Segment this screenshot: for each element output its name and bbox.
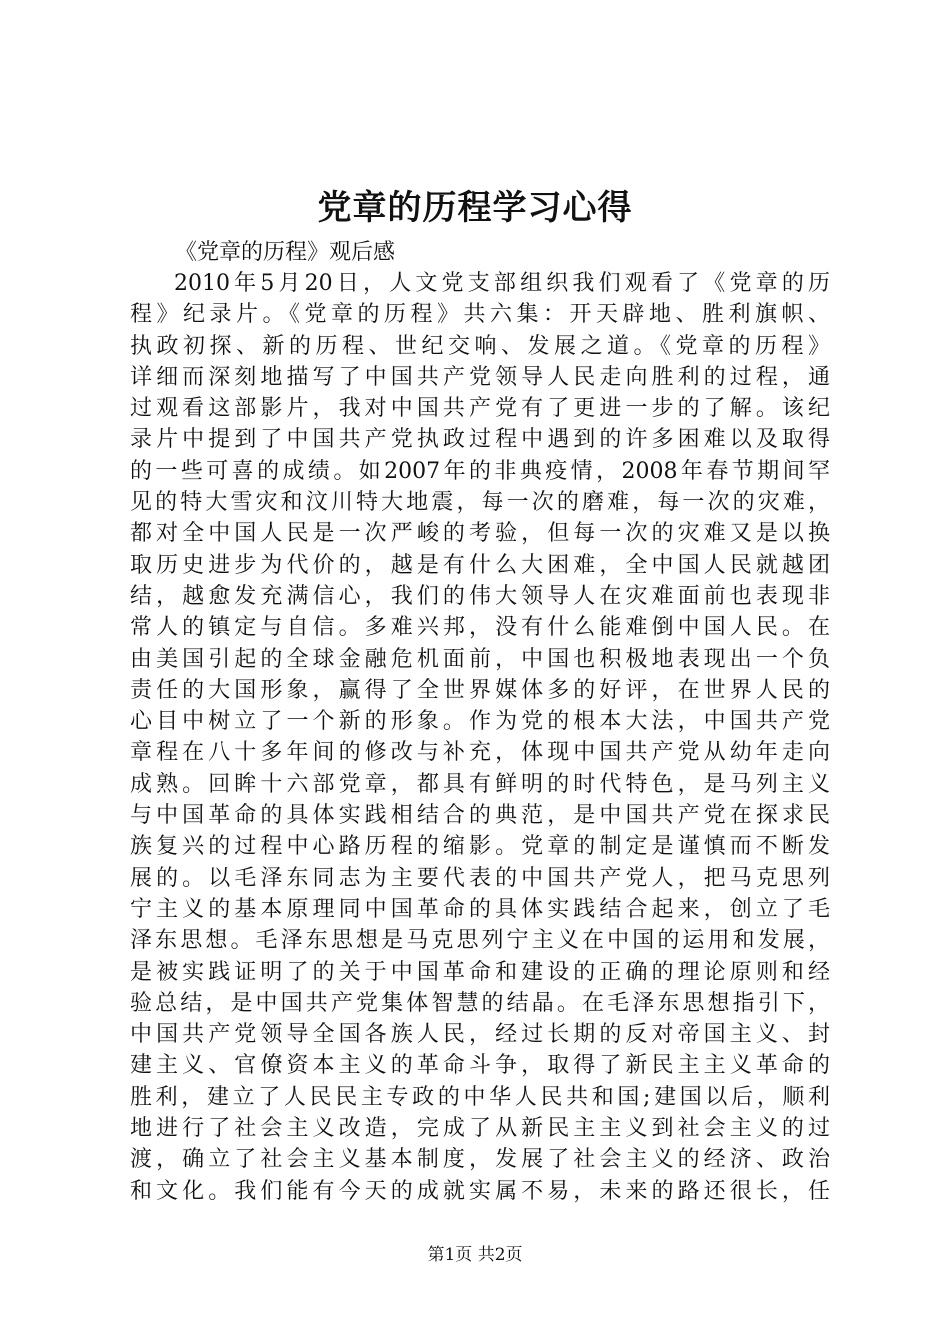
body-line: 章程在八十多年间的修改与补充，体现中国共产党从幼年走向 <box>130 740 830 766</box>
body-line: 泽东思想。毛泽东思想是马克思列宁主义在中国的运用和发展， <box>130 928 830 954</box>
body-line: 过观看这部影片，我对中国共产党有了更进一步的了解。该纪 <box>130 396 830 422</box>
body-line: 结，越愈发充满信心，我们的伟大领导人在灾难面前也表现非 <box>130 583 830 609</box>
page-footer: 第1页 共2页 <box>427 1245 523 1265</box>
body-line: 地进行了社会主义改造，完成了从新民主主义到社会主义的过 <box>130 1116 830 1142</box>
body-line: 验总结，是中国共产党集体智慧的结晶。在毛泽东思想指引下， <box>130 990 830 1016</box>
body-line: 详细而深刻地描写了中国共产党领导人民走向胜利的过程，通 <box>130 364 830 390</box>
body-line: 中国共产党领导全国各族人民，经过长期的反对帝国主义、封 <box>130 1022 830 1048</box>
body-line: 成熟。回眸十六部党章，都具有鲜明的时代特色，是马列主义 <box>130 771 830 797</box>
body-line: 取历史进步为代价的，越是有什么大困难，全中国人民就越团 <box>130 552 830 578</box>
body-line: 见的特大雪灾和汶川特大地震，每一次的磨难，每一次的灾难， <box>130 490 830 516</box>
body-line: 展的。以毛泽东同志为主要代表的中国共产党人，把马克思列 <box>130 865 830 891</box>
body-line: 由美国引起的全球金融危机面前，中国也积极地表现出一个负 <box>130 646 830 672</box>
body-line: 责任的大国形象，赢得了全世界媒体多的好评，在世界人民的 <box>130 677 830 703</box>
body-line: 建主义、官僚资本主义的革命斗争，取得了新民主主义革命的 <box>130 1053 830 1079</box>
body-line: 渡，确立了社会主义基本制度，发展了社会主义的经济、政治 <box>130 1147 830 1173</box>
body-line: 族复兴的过程中心路历程的缩影。党章的制定是谨慎而不断发 <box>130 834 830 860</box>
body-line: 程》纪录片。《党章的历程》共六集：开天辟地、胜利旗帜、 <box>130 302 830 328</box>
body-line: 都对全中国人民是一次严峻的考验，但每一次的灾难又是以换 <box>130 521 830 547</box>
body-line: 执政初探、新的历程、世纪交响、发展之道。《党章的历程》 <box>130 333 830 359</box>
body-text <box>130 268 830 1207</box>
body-line: 与中国革命的具体实践相结合的典范，是中国共产党在探求民 <box>130 803 830 829</box>
body-line: 常人的镇定与自信。多难兴邦，没有什么能难倒中国人民。在 <box>130 615 830 641</box>
body-line: 和文化。我们能有今天的成就实属不易，未来的路还很长，任 <box>130 1178 830 1204</box>
body-line: 2010年5月20日，人文党支部组织我们观看了《党章的历 <box>174 271 830 296</box>
body-line: 宁主义的基本原理同中国革命的具体实践结合起来，创立了毛 <box>130 896 830 922</box>
body-line: 录片中提到了中国共产党执政过程中遇到的许多困难以及取得 <box>130 427 830 453</box>
body-line: 是被实践证明了的关于中国革命和建设的正确的理论原则和经 <box>130 959 830 985</box>
document-title: 党章的历程学习心得 <box>317 188 633 228</box>
body-line: 的一些可喜的成绩。如2007年的非典疫情，2008年春节期间罕 <box>130 458 830 484</box>
document-subtitle: 《党章的历程》观后感 <box>175 240 396 265</box>
body-line: 胜利，建立了人民民主专政的中华人民共和国;建国以后，顺利 <box>130 1084 830 1110</box>
body-line: 心目中树立了一个新的形象。作为党的根本大法，中国共产党 <box>130 709 830 735</box>
